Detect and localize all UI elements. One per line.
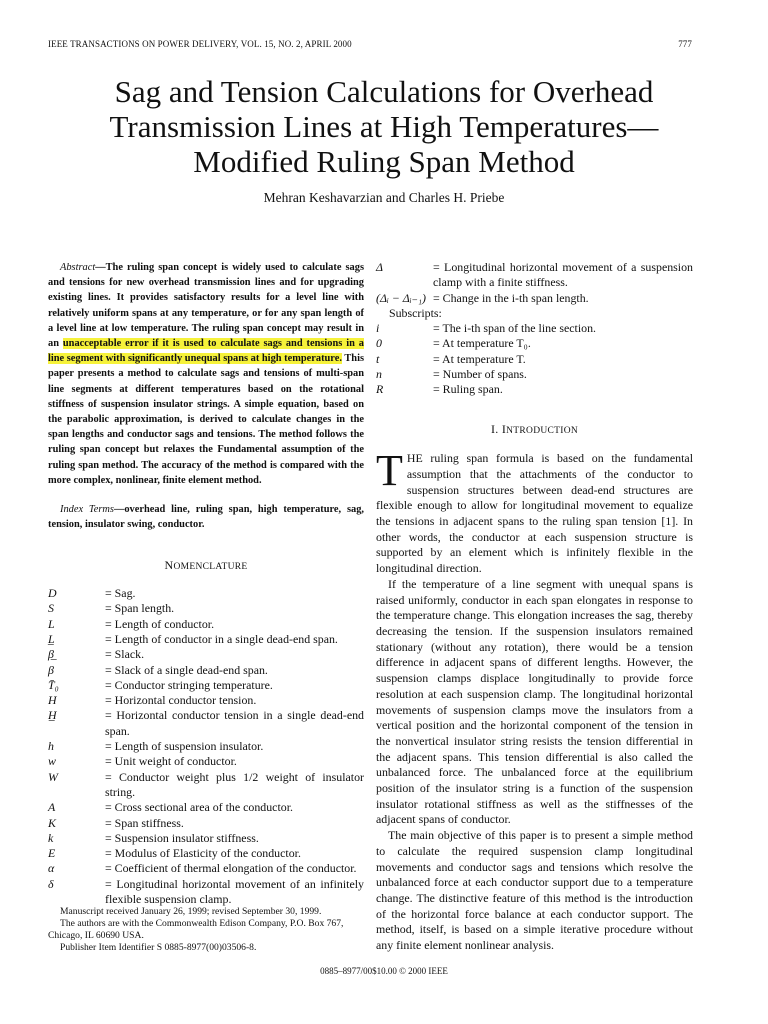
journal-name: IEEE TRANSACTIONS ON POWER DELIVERY, VOL. 15, NO. 2, APRIL 2000 <box>48 39 352 49</box>
nomenclature-definition: = Coefficient of thermal elongation of the conductor. <box>105 861 357 876</box>
abstract-label: Abstract <box>60 262 96 273</box>
nomenclature-definition: = Conductor weight plus 1/2 weight of insulator string. <box>105 769 364 799</box>
index-terms-label: Index Terms <box>60 504 114 516</box>
author-list: Mehran Keshavarzian and Charles H. Priebe <box>263 190 505 205</box>
abstract-text-1: —The ruling span concept is widely used to calculate sags and tensions for new overhead transmission lines and for upgrading existing lines. It provides satisfactory results for a level line with relatively uniform spans at any temperature, or for any span length of a level line at low temperature. The ruling span concept may result in an <box>48 262 364 350</box>
nomenclature-symbol: A <box>48 800 56 815</box>
subscript-definition: = At temperature T₀. <box>433 336 531 351</box>
nomenclature-row <box>48 831 364 846</box>
nomenclature-definition: = Change in the i-th span length. <box>433 290 589 305</box>
subscript-definition: = The i-th span of the line section. <box>433 321 597 336</box>
nomenclature-symbol: β <box>48 662 54 677</box>
nomenclature-row <box>48 647 364 662</box>
title-line-1: Sag and Tension Calculations for Overhead <box>114 74 654 109</box>
copyright-footer: 0885–8977/00$10.00 © 2000 IEEE <box>320 966 448 976</box>
nomenclature-continued <box>376 260 693 306</box>
nomenclature-symbol: w <box>48 754 56 769</box>
abstract-highlight: unacceptable error if it is used to calculate sags and tensions in a line segment with significantly unequal spans at high temperature. <box>48 338 364 365</box>
left-column <box>48 260 364 907</box>
nomenclature-definition: = Horizontal conductor tension in a single dead-end span. <box>105 708 364 738</box>
nomenclature-definition: = Longitudinal horizontal movement of an infinitely flexible suspension clamp. <box>105 876 364 906</box>
nomenclature-symbol: E <box>48 846 56 861</box>
footnote-affiliation: The authors are with the Commonwealth Edison Company, P.O. Box 767, Chicago, IL 60690 USA. <box>48 918 344 941</box>
nomenclature-symbol: T̄₀ <box>48 677 59 692</box>
nomenclature-definition: = Length of conductor in a single dead-end span. <box>105 631 338 646</box>
abstract <box>48 260 364 488</box>
nomenclature-definition: = Unit weight of conductor. <box>105 754 237 769</box>
footnote <box>48 906 364 954</box>
introduction-heading: I. INTRODUCTION <box>490 421 579 436</box>
nomenclature-row <box>48 678 364 693</box>
paper-title <box>0 74 768 179</box>
nomenclature-symbol: Δ <box>376 260 383 274</box>
intro-paragraph-3: The main objective of this paper is to present a simple method to calculate the required suspension clamp longitudinal movements and conductor sags and tensions which resolve the unbalanced force at each conductor support due to a temperature change. The distinctive feature of this method is the introduction of the horizontal force balance at each conductor support. The method, itself, is based on a simple iterative procedure without any finite element nonlinear analysis. <box>376 828 693 953</box>
nomenclature-row <box>376 291 693 306</box>
nomenclature-symbol: δ <box>48 876 54 891</box>
subscript-definition: = Ruling span. <box>433 382 503 397</box>
nomenclature-symbol: S <box>48 601 54 616</box>
subscript-row <box>376 382 693 397</box>
nomenclature-row <box>48 693 364 708</box>
subscript-symbol: n <box>376 367 382 382</box>
nomenclature-row <box>48 601 364 616</box>
page-number: 777 <box>678 39 692 49</box>
subscript-symbol: R <box>376 382 384 397</box>
nomenclature-definition: = Sag. <box>105 586 136 601</box>
subscript-row <box>376 352 693 367</box>
subscripts-list <box>376 321 693 397</box>
nomenclature-row <box>48 708 364 739</box>
nomenclature-symbol: W <box>48 769 58 784</box>
nomenclature-row <box>48 861 364 876</box>
nomenclature-definition: = Span length. <box>105 601 175 616</box>
introduction-body <box>376 446 693 954</box>
nomenclature-symbol: β̲ <box>48 647 54 662</box>
subscript-row <box>376 336 693 351</box>
nomenclature-row <box>48 800 364 815</box>
nomenclature-row <box>48 846 364 861</box>
nomenclature-symbol: h <box>48 739 54 754</box>
nomenclature-row <box>48 632 364 647</box>
nomenclature-definition: = Length of suspension insulator. <box>105 739 264 754</box>
nomenclature-symbol: H <box>48 693 57 708</box>
nomenclature-symbol: L <box>48 616 55 631</box>
subscript-row <box>376 367 693 382</box>
nomenclature-symbol: L̲ <box>48 631 55 646</box>
nomenclature-row <box>48 816 364 831</box>
nomenclature-row <box>48 617 364 632</box>
nomenclature-definition: = Suspension insulator stiffness. <box>105 830 259 845</box>
subscript-symbol: t <box>376 351 380 366</box>
abstract-text-2: This paper presents a method to calculate sags and tensions of multi-span line segments at different temperatures based on the rotational stiffness of suspension insulator strings. A simple equation, based on the parabolic approximation, is derived to calculate changes in the span lengths and conductor sags and tensions. The method follows the ruling span concept but relaxes the Fundamental assumption of the ruling span method. The accuracy of the method is compared with the more complex, nonlinear, finite element method. <box>48 353 365 486</box>
nomenclature-row <box>48 586 364 601</box>
right-column <box>376 260 693 954</box>
nomenclature-definition: = Modulus of Elasticity of the conductor. <box>105 846 301 861</box>
running-header <box>48 39 692 49</box>
subscript-definition: = At temperature T. <box>433 351 526 366</box>
title-line-2: Transmission Lines at High Temperatures— <box>109 109 659 144</box>
nomenclature-definition: = Conductor stringing temperature. <box>105 677 273 692</box>
nomenclature-definition: = Cross sectional area of the conductor. <box>105 800 293 815</box>
nomenclature-row <box>48 754 364 769</box>
drop-cap: T <box>376 446 403 496</box>
subscript-symbol: 0 <box>376 336 382 351</box>
nomenclature-symbol: H̲ <box>48 708 57 723</box>
title-line-3: Modified Ruling Span Method <box>193 144 575 179</box>
nomenclature-definition: = Length of conductor. <box>105 616 215 631</box>
nomenclature-definition: = Slack. <box>105 647 145 662</box>
nomenclature-symbol: (Δᵢ − Δᵢ₋₁) <box>376 290 427 305</box>
nomenclature-definition: = Horizontal conductor tension. <box>105 693 257 708</box>
nomenclature-row <box>48 663 364 678</box>
subscript-definition: = Number of spans. <box>433 367 527 382</box>
nomenclature-symbol: D <box>48 586 57 601</box>
footnote-received: Manuscript received January 26, 1999; revised September 30, 1999. <box>60 906 322 917</box>
nomenclature-definition: = Longitudinal horizontal movement of a suspension clamp with a finite stiffness. <box>433 260 693 290</box>
nomenclature-definition: = Slack of a single dead-end span. <box>105 662 268 677</box>
nomenclature-heading: NOMENCLATURE <box>164 558 248 573</box>
nomenclature-row <box>48 739 364 754</box>
nomenclature-definition: = Span stiffness. <box>105 815 184 830</box>
index-terms-text: —overhead line, ruling span, high temperature, sag, tension, insulator swing, conductor. <box>48 504 364 531</box>
intro-paragraph-2: If the temperature of a line segment with unequal spans is raised uniformly, conductor in each span elongates in response to the temperature change. This elongation increases the sag, thereby decreasing the tension. If the suspension insulators remained stationary (without any rotation), there would be a tension difference in adjacent spans of different lengths. However, the suspension clamps displace longitudinally to provide force resolution at each suspension clamp. The longitudinal horizontal movements of suspension clamps move the insulators from a vertical position and the horizontal component of the tension in the nonvertical insulator string resists the tension differential in the adjacent spans. This tension differential is also called the unbalanced force. The unbalanced force at the equilibrium position of the insulator string is a function of the suspension insulator rotational stiffness as well as the stiffnesses of the adjacent spans of conductor. <box>376 576 693 827</box>
subscript-row <box>376 321 693 336</box>
footnote-identifier: Publisher Item Identifier S 0885-8977(00)03506-8. <box>60 942 257 953</box>
nomenclature-symbol: k <box>48 830 54 845</box>
nomenclature-list <box>48 586 364 907</box>
index-terms <box>48 502 364 532</box>
nomenclature-symbol: K <box>48 815 56 830</box>
nomenclature-symbol: α <box>48 861 55 876</box>
subscripts-label: Subscripts: <box>389 305 442 320</box>
subscript-symbol: i <box>376 321 380 336</box>
nomenclature-row <box>48 770 364 801</box>
nomenclature-row <box>376 260 693 291</box>
nomenclature-row <box>48 877 364 908</box>
intro-paragraph-1: THE ruling span formula is based on the fundamental assumption that the attachments of the conductor to suspension structures between dead-end structures are flexible enough to allow for longitudinal movement to equalize the tensions in adjacent spans to the ruling span tension [1]. In other words, the conductor at each suspension structure is supported by an element which is infinitely flexible in the longitudinal direction. <box>376 446 693 576</box>
